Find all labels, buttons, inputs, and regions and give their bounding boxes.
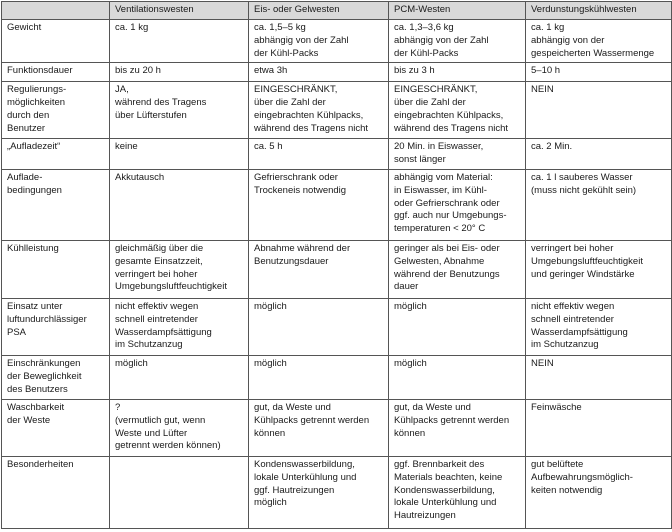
table-row bbox=[2, 82, 672, 139]
table-cell: ca. 1 kg abhängig von der gespeicherten Wassermenge bbox=[526, 20, 672, 63]
table-cell: keine bbox=[110, 139, 249, 170]
table-cell: möglich bbox=[249, 355, 389, 399]
table-cell: ca. 1 kg bbox=[110, 20, 249, 63]
cooling-vest-comparison-table bbox=[1, 1, 672, 529]
table-cell: 5–10 h bbox=[526, 63, 672, 82]
table-row bbox=[2, 355, 672, 399]
header-eis-gelwesten: Eis- oder Gelwesten bbox=[249, 2, 389, 20]
table-row bbox=[2, 63, 672, 82]
header-corner bbox=[2, 2, 110, 20]
table-cell: möglich bbox=[389, 355, 526, 399]
table-row bbox=[2, 20, 672, 63]
table-cell: verringert bei hoher Umgebungsluftfeuchtigkeit und geringer Windstärke bbox=[526, 240, 672, 298]
table-cell: Kondenswasserbildung, lokale Unterkühlung und ggf. Hautreizungen möglich bbox=[249, 456, 389, 528]
table-cell: ca. 5 h bbox=[249, 139, 389, 170]
row-label: Einsatz unter luftundurchlässiger PSA bbox=[2, 298, 110, 355]
row-label: Funktionsdauer bbox=[2, 63, 110, 82]
table-row bbox=[2, 139, 672, 170]
table-cell: bis zu 20 h bbox=[110, 63, 249, 82]
header-row bbox=[2, 2, 672, 20]
table-cell: möglich bbox=[249, 298, 389, 355]
table-cell: ca. 2 Min. bbox=[526, 139, 672, 170]
table-row bbox=[2, 456, 672, 528]
table-row bbox=[2, 298, 672, 355]
row-label: Auflade- bedingungen bbox=[2, 169, 110, 240]
table-cell: Gefrierschrank oder Trockeneis notwendig bbox=[249, 169, 389, 240]
table-cell: gleichmäßig über die gesamte Einsatzzeit, verringert bei hoher Umgebungsluftfeuchtigkeit bbox=[110, 240, 249, 298]
table-row bbox=[2, 240, 672, 298]
table-cell: EINGESCHRÄNKT, über die Zahl der eingebrachten Kühlpacks, während des Tragens nicht bbox=[389, 82, 526, 139]
table-cell: möglich bbox=[389, 298, 526, 355]
table-cell: etwa 3h bbox=[249, 63, 389, 82]
row-label: Gewicht bbox=[2, 20, 110, 63]
table-cell: bis zu 3 h bbox=[389, 63, 526, 82]
table-cell: ? (vermutlich gut, wenn Weste und Lüfter getrennt werden können) bbox=[110, 399, 249, 456]
table-cell: möglich bbox=[110, 355, 249, 399]
row-label: „Aufladezeit“ bbox=[2, 139, 110, 170]
table-row bbox=[2, 169, 672, 240]
table-cell: NEIN bbox=[526, 82, 672, 139]
table-row bbox=[2, 399, 672, 456]
table-cell: ca. 1,3–3,6 kg abhängig von der Zahl der Kühl-Packs bbox=[389, 20, 526, 63]
row-label: Besonderheiten bbox=[2, 456, 110, 528]
table-cell: ca. 1 l sauberes Wasser (muss nicht gekühlt sein) bbox=[526, 169, 672, 240]
table-cell: Feinwäsche bbox=[526, 399, 672, 456]
table-cell: ca. 1,5–5 kg abhängig von der Zahl der Kühl-Packs bbox=[249, 20, 389, 63]
row-label: Regulierungs- möglichkeiten durch den Benutzer bbox=[2, 82, 110, 139]
table-cell bbox=[110, 456, 249, 528]
table-cell: JA, während des Tragens über Lüfterstufen bbox=[110, 82, 249, 139]
header-verdunstungskuehlwesten: Verdunstungskühlwesten bbox=[526, 2, 672, 20]
table-cell: geringer als bei Eis- oder Gelwesten, Abnahme während der Benutzungs dauer bbox=[389, 240, 526, 298]
row-label: Einschränkungen der Beweglichkeit des Benutzers bbox=[2, 355, 110, 399]
row-label: Kühlleistung bbox=[2, 240, 110, 298]
table-cell: NEIN bbox=[526, 355, 672, 399]
comparison-table-wrapper bbox=[1, 1, 672, 529]
table-cell: EINGESCHRÄNKT, über die Zahl der eingebrachten Kühlpacks, während des Tragens nicht bbox=[249, 82, 389, 139]
table-cell: abhängig vom Material: in Eiswasser, im Kühl- oder Gefrierschrank oder ggf. auch nur Umgebungs- temperaturen < 20° C bbox=[389, 169, 526, 240]
table-cell: Akkutausch bbox=[110, 169, 249, 240]
header-pcm-westen: PCM-Westen bbox=[389, 2, 526, 20]
table-cell: nicht effektiv wegen schnell eintretender Wasserdampfsättigung im Schutzanzug bbox=[526, 298, 672, 355]
table-cell: gut, da Weste und Kühlpacks getrennt werden können bbox=[389, 399, 526, 456]
table-cell: gut belüftete Aufbewahrungsmöglich- keiten notwendig bbox=[526, 456, 672, 528]
table-cell: nicht effektiv wegen schnell eintretender Wasserdampfsättigung im Schutzanzug bbox=[110, 298, 249, 355]
table-cell: 20 Min. in Eiswasser, sonst länger bbox=[389, 139, 526, 170]
row-label: Waschbarkeit der Weste bbox=[2, 399, 110, 456]
header-ventilationswesten: Ventilationswesten bbox=[110, 2, 249, 20]
table-cell: gut, da Weste und Kühlpacks getrennt werden können bbox=[249, 399, 389, 456]
table-cell: ggf. Brennbarkeit des Materials beachten, keine Kondenswasserbildung, lokale Unterkühlung und Hautreizungen bbox=[389, 456, 526, 528]
table-cell: Abnahme während der Benutzungsdauer bbox=[249, 240, 389, 298]
